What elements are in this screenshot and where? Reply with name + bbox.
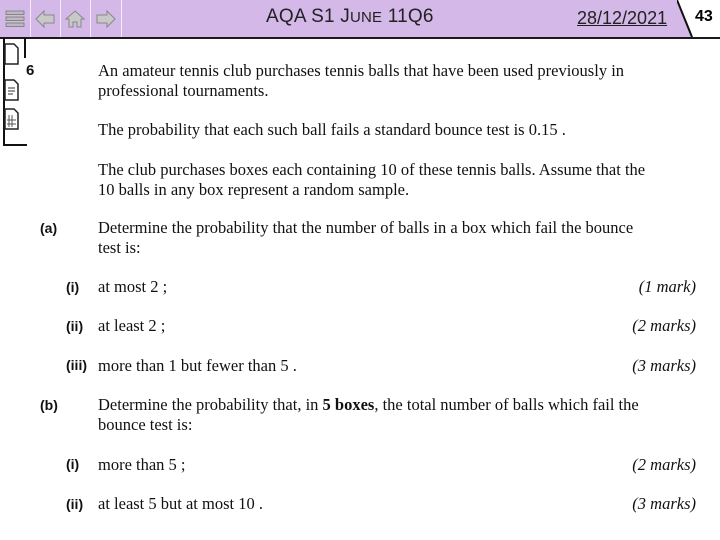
forward-button[interactable] (91, 0, 122, 37)
part-b-ii-text: at least 5 but at most 10 . (98, 494, 263, 513)
menu-button[interactable] (0, 0, 31, 37)
part-b-i-label: (i) (66, 456, 80, 472)
part-a-iii-text: more than 1 but fewer than 5 . (98, 356, 297, 375)
part-a-label: (a) (40, 220, 58, 236)
top-nav-bar (0, 0, 720, 39)
arrow-right-icon (95, 8, 117, 30)
home-button[interactable] (60, 0, 91, 37)
menu-icon (4, 8, 26, 30)
part-a-ii-text: at least 2 ; (98, 316, 166, 335)
part-a-iii-marks: (3 marks) (632, 356, 696, 375)
part-b-i-text: more than 5 ; (98, 455, 186, 474)
home-icon (64, 8, 86, 30)
part-b-ii-label: (ii) (66, 496, 84, 512)
slide-title: AQA S1 JUNE 11Q6 (266, 6, 434, 27)
back-button[interactable] (30, 0, 61, 37)
slide-date: 28/12/2021 (577, 8, 668, 28)
blank-page-icon[interactable] (3, 42, 21, 66)
part-a-ii-label: (ii) (66, 318, 84, 334)
part-b-ii-marks: (3 marks) (632, 494, 696, 513)
part-b-i-marks: (2 marks) (632, 455, 696, 474)
intro-paragraph-1: An amateur tennis club purchases tennis balls that have been used previously in professional tournaments. (98, 61, 625, 100)
divider (24, 38, 26, 58)
part-a-iii-label: (iii) (66, 357, 87, 373)
part-a-i-marks: (1 mark) (638, 277, 696, 296)
table-page-icon[interactable] (3, 107, 21, 131)
part-a-i-label: (i) (66, 279, 80, 295)
question-number: 6 (26, 62, 35, 79)
part-a-text: Determine the probability that the number of balls in a box which fail the bounce test is: (98, 218, 634, 257)
intro-paragraph-3: The club purchases boxes each containing 10 of these tennis balls. Assume that the 10 balls in any box represent a random sample. (98, 160, 646, 199)
part-b-label: (b) (40, 397, 58, 413)
part-a-ii-marks: (2 marks) (632, 316, 696, 335)
text-page-icon[interactable] (3, 78, 21, 102)
part-b-text: Determine the probability that, in 5 boxes, the total number of balls which fail the bounce test is: (98, 395, 639, 434)
intro-paragraph-2: The probability that each such ball fails a standard bounce test is 0.15 . (98, 120, 566, 139)
part-a-i-text: at most 2 ; (98, 277, 168, 296)
page-number: 43 (695, 8, 713, 25)
arrow-left-icon (34, 8, 56, 30)
